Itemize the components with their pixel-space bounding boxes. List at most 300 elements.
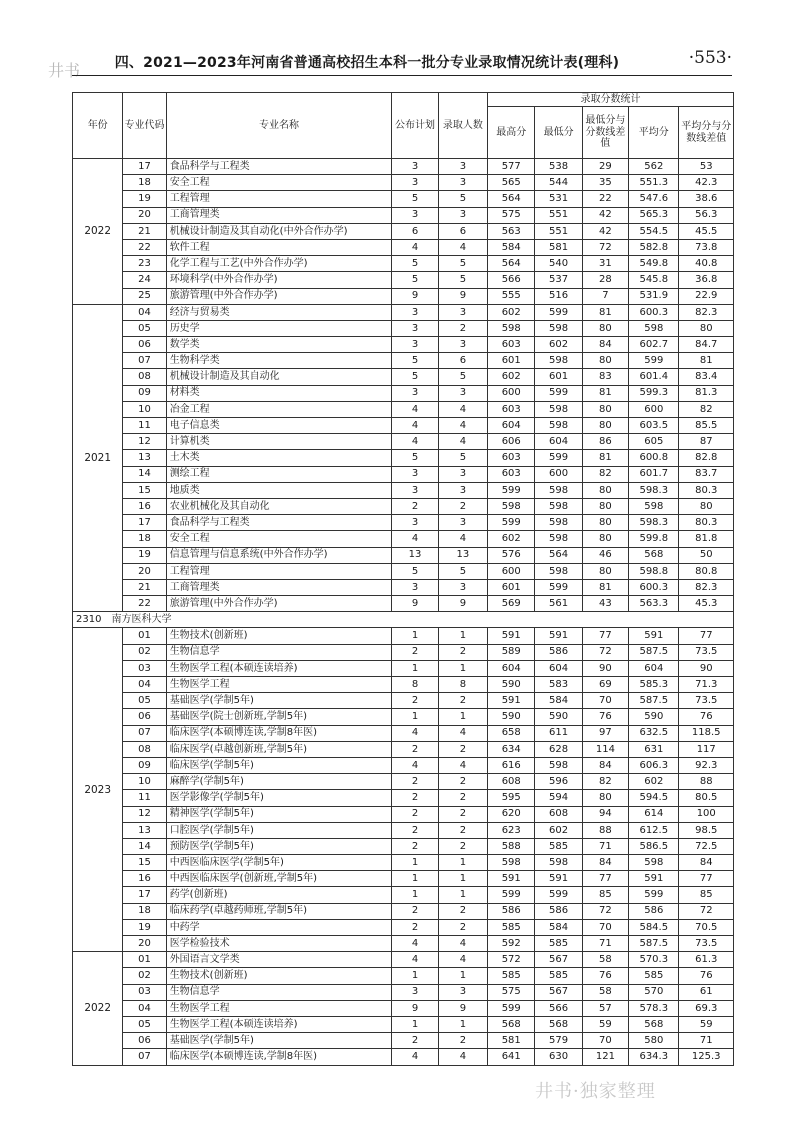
watermark-logo-top: 井书 xyxy=(48,61,81,80)
admitted-cell: 5 xyxy=(438,369,487,385)
table-row xyxy=(73,223,734,239)
admitted-cell: 3 xyxy=(438,159,487,175)
name-cell: 测绘工程 xyxy=(166,466,392,482)
avg-cell: 598 xyxy=(629,855,679,871)
name-cell: 生物信息学 xyxy=(166,644,392,660)
name-cell: 食品科学与工程类 xyxy=(166,159,392,175)
min-diff-cell: 121 xyxy=(582,1049,628,1065)
max-cell: 599 xyxy=(488,482,535,498)
plan-cell: 4 xyxy=(392,1049,438,1065)
admitted-cell: 8 xyxy=(438,677,487,693)
avg-cell: 606.3 xyxy=(629,757,679,773)
admitted-cell: 1 xyxy=(438,855,487,871)
avg-diff-cell: 87 xyxy=(679,434,734,450)
min-diff-cell: 114 xyxy=(582,741,628,757)
table-row xyxy=(73,563,734,579)
plan-cell: 1 xyxy=(392,709,438,725)
avg-cell: 598 xyxy=(629,320,679,336)
table-row xyxy=(73,741,734,757)
name-cell: 基础医学(院士创新班,学制5年) xyxy=(166,709,392,725)
admitted-cell: 2 xyxy=(438,693,487,709)
name-cell: 食品科学与工程类 xyxy=(166,515,392,531)
max-cell: 603 xyxy=(488,450,535,466)
min-diff-cell: 84 xyxy=(582,855,628,871)
plan-cell: 9 xyxy=(392,1000,438,1016)
min-diff-cell: 86 xyxy=(582,434,628,450)
code-cell: 20 xyxy=(123,207,166,223)
plan-cell: 4 xyxy=(392,757,438,773)
plan-cell: 2 xyxy=(392,1033,438,1049)
min-cell: 551 xyxy=(535,207,582,223)
header-avg: 平均分 xyxy=(629,107,679,159)
plan-cell: 2 xyxy=(392,774,438,790)
name-cell: 麻醉学(学制5年) xyxy=(166,774,392,790)
min-cell: 585 xyxy=(535,968,582,984)
min-cell: 602 xyxy=(535,337,582,353)
min-diff-cell: 80 xyxy=(582,790,628,806)
code-cell: 20 xyxy=(123,563,166,579)
year-cell: 2023 xyxy=(73,628,123,952)
min-diff-cell: 80 xyxy=(582,563,628,579)
admitted-cell: 5 xyxy=(438,191,487,207)
max-cell: 598 xyxy=(488,855,535,871)
plan-cell: 5 xyxy=(392,450,438,466)
avg-cell: 598.3 xyxy=(629,515,679,531)
plan-cell: 1 xyxy=(392,968,438,984)
min-cell: 544 xyxy=(535,175,582,191)
avg-diff-cell: 118.5 xyxy=(679,725,734,741)
min-cell: 591 xyxy=(535,871,582,887)
min-cell: 628 xyxy=(535,741,582,757)
code-cell: 12 xyxy=(123,434,166,450)
plan-cell: 1 xyxy=(392,660,438,676)
admitted-cell: 5 xyxy=(438,450,487,466)
code-cell: 05 xyxy=(123,693,166,709)
avg-cell: 603.5 xyxy=(629,418,679,434)
avg-diff-cell: 73.8 xyxy=(679,239,734,255)
min-cell: 598 xyxy=(535,531,582,547)
table-row xyxy=(73,806,734,822)
max-cell: 602 xyxy=(488,304,535,320)
max-cell: 608 xyxy=(488,774,535,790)
name-cell: 计算机类 xyxy=(166,434,392,450)
max-cell: 595 xyxy=(488,790,535,806)
max-cell: 591 xyxy=(488,871,535,887)
plan-cell: 4 xyxy=(392,952,438,968)
max-cell: 555 xyxy=(488,288,535,304)
table-row xyxy=(73,531,734,547)
code-cell: 04 xyxy=(123,304,166,320)
code-cell: 20 xyxy=(123,936,166,952)
code-cell: 05 xyxy=(123,320,166,336)
avg-cell: 578.3 xyxy=(629,1000,679,1016)
plan-cell: 3 xyxy=(392,984,438,1000)
name-cell: 生物技术(创新班) xyxy=(166,968,392,984)
min-cell: 599 xyxy=(535,304,582,320)
name-cell: 药学(创新班) xyxy=(166,887,392,903)
max-cell: 600 xyxy=(488,385,535,401)
name-cell: 中西医临床医学(创新班,学制5年) xyxy=(166,871,392,887)
table-row xyxy=(73,984,734,1000)
max-cell: 602 xyxy=(488,531,535,547)
max-cell: 589 xyxy=(488,644,535,660)
name-cell: 软件工程 xyxy=(166,239,392,255)
min-diff-cell: 72 xyxy=(582,644,628,660)
avg-diff-cell: 71 xyxy=(679,1033,734,1049)
min-diff-cell: 81 xyxy=(582,450,628,466)
plan-cell: 2 xyxy=(392,919,438,935)
max-cell: 603 xyxy=(488,466,535,482)
admitted-cell: 6 xyxy=(438,223,487,239)
plan-cell: 1 xyxy=(392,1016,438,1032)
code-cell: 24 xyxy=(123,272,166,288)
admitted-cell: 5 xyxy=(438,272,487,288)
avg-cell: 601.4 xyxy=(629,369,679,385)
min-diff-cell: 80 xyxy=(582,320,628,336)
code-cell: 22 xyxy=(123,596,166,612)
min-diff-cell: 77 xyxy=(582,871,628,887)
code-cell: 02 xyxy=(123,968,166,984)
admitted-cell: 3 xyxy=(438,515,487,531)
max-cell: 585 xyxy=(488,968,535,984)
min-cell: 602 xyxy=(535,822,582,838)
table-row xyxy=(73,790,734,806)
table-row xyxy=(73,838,734,854)
avg-diff-cell: 73.5 xyxy=(679,644,734,660)
admitted-cell: 2 xyxy=(438,774,487,790)
table-row xyxy=(73,1049,734,1065)
plan-cell: 3 xyxy=(392,579,438,595)
table-row xyxy=(73,515,734,531)
table-row xyxy=(73,693,734,709)
table-row xyxy=(73,919,734,935)
table-row xyxy=(73,936,734,952)
avg-diff-cell: 59 xyxy=(679,1016,734,1032)
min-cell: 598 xyxy=(535,563,582,579)
plan-cell: 2 xyxy=(392,790,438,806)
avg-diff-cell: 61 xyxy=(679,984,734,1000)
plan-cell: 5 xyxy=(392,353,438,369)
name-cell: 历史学 xyxy=(166,320,392,336)
min-diff-cell: 46 xyxy=(582,547,628,563)
min-diff-cell: 59 xyxy=(582,1016,628,1032)
avg-cell: 599.8 xyxy=(629,531,679,547)
table-row xyxy=(73,757,734,773)
table-row xyxy=(73,207,734,223)
code-cell: 05 xyxy=(123,1016,166,1032)
max-cell: 598 xyxy=(488,498,535,514)
min-diff-cell: 82 xyxy=(582,466,628,482)
max-cell: 620 xyxy=(488,806,535,822)
plan-cell: 2 xyxy=(392,838,438,854)
min-cell: 540 xyxy=(535,256,582,272)
max-cell: 586 xyxy=(488,903,535,919)
avg-diff-cell: 82.3 xyxy=(679,304,734,320)
avg-diff-cell: 81.8 xyxy=(679,531,734,547)
plan-cell: 2 xyxy=(392,498,438,514)
admitted-cell: 2 xyxy=(438,822,487,838)
min-diff-cell: 80 xyxy=(582,531,628,547)
admitted-cell: 4 xyxy=(438,725,487,741)
avg-cell: 600.3 xyxy=(629,304,679,320)
max-cell: 599 xyxy=(488,887,535,903)
table-row xyxy=(73,498,734,514)
min-cell: 590 xyxy=(535,709,582,725)
max-cell: 600 xyxy=(488,563,535,579)
min-cell: 585 xyxy=(535,838,582,854)
year-cell: 2022 xyxy=(73,952,123,1065)
plan-cell: 4 xyxy=(392,725,438,741)
admitted-cell: 4 xyxy=(438,757,487,773)
admitted-cell: 2 xyxy=(438,790,487,806)
max-cell: 601 xyxy=(488,353,535,369)
admitted-cell: 4 xyxy=(438,531,487,547)
plan-cell: 3 xyxy=(392,207,438,223)
table-row xyxy=(73,418,734,434)
avg-diff-cell: 53 xyxy=(679,159,734,175)
plan-cell: 2 xyxy=(392,806,438,822)
avg-diff-cell: 80.3 xyxy=(679,482,734,498)
avg-diff-cell: 82.3 xyxy=(679,579,734,595)
header-rule xyxy=(72,75,732,76)
name-cell: 基础医学(学制5年) xyxy=(166,1033,392,1049)
admitted-cell: 1 xyxy=(438,1016,487,1032)
header-max: 最高分 xyxy=(488,107,535,159)
max-cell: 592 xyxy=(488,936,535,952)
avg-diff-cell: 90 xyxy=(679,660,734,676)
plan-cell: 3 xyxy=(392,175,438,191)
code-cell: 02 xyxy=(123,644,166,660)
min-cell: 579 xyxy=(535,1033,582,1049)
code-cell: 06 xyxy=(123,1033,166,1049)
avg-cell: 591 xyxy=(629,628,679,644)
code-cell: 14 xyxy=(123,838,166,854)
table-row xyxy=(73,547,734,563)
min-diff-cell: 71 xyxy=(582,936,628,952)
admitted-cell: 4 xyxy=(438,401,487,417)
name-cell: 工程管理 xyxy=(166,563,392,579)
name-cell: 精神医学(学制5年) xyxy=(166,806,392,822)
avg-cell: 598 xyxy=(629,498,679,514)
min-cell: 599 xyxy=(535,450,582,466)
min-cell: 598 xyxy=(535,418,582,434)
plan-cell: 5 xyxy=(392,191,438,207)
min-diff-cell: 81 xyxy=(582,579,628,595)
plan-cell: 2 xyxy=(392,741,438,757)
min-diff-cell: 77 xyxy=(582,628,628,644)
avg-diff-cell: 125.3 xyxy=(679,1049,734,1065)
max-cell: 634 xyxy=(488,741,535,757)
min-cell: 598 xyxy=(535,498,582,514)
code-cell: 19 xyxy=(123,191,166,207)
name-cell: 旅游管理(中外合作办学) xyxy=(166,596,392,612)
name-cell: 安全工程 xyxy=(166,175,392,191)
avg-diff-cell: 45.3 xyxy=(679,596,734,612)
avg-cell: 565.3 xyxy=(629,207,679,223)
table-row xyxy=(73,320,734,336)
code-cell: 09 xyxy=(123,757,166,773)
min-diff-cell: 31 xyxy=(582,256,628,272)
admitted-cell: 2 xyxy=(438,1033,487,1049)
plan-cell: 3 xyxy=(392,466,438,482)
admission-stats-table xyxy=(72,92,734,1066)
avg-cell: 632.5 xyxy=(629,725,679,741)
min-diff-cell: 80 xyxy=(582,482,628,498)
name-cell: 工商管理类 xyxy=(166,207,392,223)
min-diff-cell: 72 xyxy=(582,903,628,919)
code-cell: 11 xyxy=(123,418,166,434)
table-row xyxy=(73,677,734,693)
name-cell: 生物医学工程 xyxy=(166,677,392,693)
avg-cell: 599 xyxy=(629,353,679,369)
avg-diff-cell: 88 xyxy=(679,774,734,790)
max-cell: 602 xyxy=(488,369,535,385)
avg-diff-cell: 71.3 xyxy=(679,677,734,693)
code-cell: 19 xyxy=(123,547,166,563)
min-cell: 561 xyxy=(535,596,582,612)
max-cell: 577 xyxy=(488,159,535,175)
avg-cell: 547.6 xyxy=(629,191,679,207)
avg-diff-cell: 80 xyxy=(679,498,734,514)
table-row xyxy=(73,175,734,191)
max-cell: 565 xyxy=(488,175,535,191)
min-cell: 551 xyxy=(535,223,582,239)
avg-cell: 591 xyxy=(629,871,679,887)
min-cell: 600 xyxy=(535,466,582,482)
min-cell: 586 xyxy=(535,903,582,919)
name-cell: 工程管理 xyxy=(166,191,392,207)
min-diff-cell: 82 xyxy=(582,774,628,790)
avg-diff-cell: 22.9 xyxy=(679,288,734,304)
name-cell: 工商管理类 xyxy=(166,579,392,595)
avg-diff-cell: 73.5 xyxy=(679,693,734,709)
avg-diff-cell: 83.4 xyxy=(679,369,734,385)
min-diff-cell: 83 xyxy=(582,369,628,385)
min-cell: 599 xyxy=(535,579,582,595)
min-diff-cell: 85 xyxy=(582,887,628,903)
admitted-cell: 1 xyxy=(438,871,487,887)
admitted-cell: 2 xyxy=(438,741,487,757)
max-cell: 581 xyxy=(488,1033,535,1049)
name-cell: 环境科学(中外合作办学) xyxy=(166,272,392,288)
avg-cell: 598.3 xyxy=(629,482,679,498)
avg-diff-cell: 85.5 xyxy=(679,418,734,434)
name-cell: 基础医学(学制5年) xyxy=(166,693,392,709)
plan-cell: 4 xyxy=(392,418,438,434)
name-cell: 生物医学工程(本硕连读培养) xyxy=(166,660,392,676)
max-cell: 591 xyxy=(488,693,535,709)
min-cell: 586 xyxy=(535,644,582,660)
min-diff-cell: 57 xyxy=(582,1000,628,1016)
table-row xyxy=(73,434,734,450)
code-cell: 25 xyxy=(123,288,166,304)
min-cell: 598 xyxy=(535,353,582,369)
min-cell: 568 xyxy=(535,1016,582,1032)
plan-cell: 4 xyxy=(392,936,438,952)
avg-cell: 634.3 xyxy=(629,1049,679,1065)
code-cell: 04 xyxy=(123,677,166,693)
name-cell: 机械设计制造及其自动化(中外合作办学) xyxy=(166,223,392,239)
min-diff-cell: 90 xyxy=(582,660,628,676)
admitted-cell: 4 xyxy=(438,952,487,968)
min-diff-cell: 29 xyxy=(582,159,628,175)
max-cell: 564 xyxy=(488,256,535,272)
table-row xyxy=(73,871,734,887)
admitted-cell: 4 xyxy=(438,434,487,450)
avg-cell: 570 xyxy=(629,984,679,1000)
min-cell: 598 xyxy=(535,515,582,531)
min-diff-cell: 58 xyxy=(582,952,628,968)
max-cell: 601 xyxy=(488,579,535,595)
avg-diff-cell: 73.5 xyxy=(679,936,734,952)
table-row xyxy=(73,660,734,676)
min-diff-cell: 43 xyxy=(582,596,628,612)
avg-cell: 600.3 xyxy=(629,579,679,595)
year-cell: 2022 xyxy=(73,159,123,305)
max-cell: 563 xyxy=(488,223,535,239)
avg-cell: 587.5 xyxy=(629,644,679,660)
plan-cell: 3 xyxy=(392,159,438,175)
min-diff-cell: 81 xyxy=(582,304,628,320)
avg-cell: 554.5 xyxy=(629,223,679,239)
plan-cell: 8 xyxy=(392,677,438,693)
avg-diff-cell: 80.8 xyxy=(679,563,734,579)
min-diff-cell: 80 xyxy=(582,401,628,417)
table-row xyxy=(73,822,734,838)
avg-cell: 586 xyxy=(629,903,679,919)
avg-cell: 586.5 xyxy=(629,838,679,854)
avg-diff-cell: 42.3 xyxy=(679,175,734,191)
max-cell: 623 xyxy=(488,822,535,838)
avg-diff-cell: 69.3 xyxy=(679,1000,734,1016)
table-row xyxy=(73,1033,734,1049)
plan-cell: 3 xyxy=(392,320,438,336)
plan-cell: 1 xyxy=(392,855,438,871)
max-cell: 599 xyxy=(488,1000,535,1016)
code-cell: 16 xyxy=(123,498,166,514)
name-cell: 中药学 xyxy=(166,919,392,935)
min-cell: 567 xyxy=(535,984,582,1000)
table-row xyxy=(73,353,734,369)
name-cell: 信息管理与信息系统(中外合作办学) xyxy=(166,547,392,563)
max-cell: 604 xyxy=(488,660,535,676)
code-cell: 07 xyxy=(123,353,166,369)
watermark-text-bottom: 井书·独家整理 xyxy=(535,1081,656,1102)
min-diff-cell: 88 xyxy=(582,822,628,838)
code-cell: 21 xyxy=(123,579,166,595)
admitted-cell: 2 xyxy=(438,498,487,514)
min-cell: 596 xyxy=(535,774,582,790)
min-cell: 537 xyxy=(535,272,582,288)
name-cell: 生物信息学 xyxy=(166,984,392,1000)
min-diff-cell: 42 xyxy=(582,207,628,223)
admitted-cell: 1 xyxy=(438,968,487,984)
name-cell: 化学工程与工艺(中外合作办学) xyxy=(166,256,392,272)
table-row xyxy=(73,466,734,482)
avg-cell: 563.3 xyxy=(629,596,679,612)
admitted-cell: 2 xyxy=(438,806,487,822)
avg-diff-cell: 40.8 xyxy=(679,256,734,272)
min-diff-cell: 35 xyxy=(582,175,628,191)
min-diff-cell: 80 xyxy=(582,498,628,514)
admitted-cell: 5 xyxy=(438,256,487,272)
min-diff-cell: 58 xyxy=(582,984,628,1000)
table-row xyxy=(73,952,734,968)
table-body xyxy=(73,159,734,1066)
admitted-cell: 2 xyxy=(438,644,487,660)
max-cell: 564 xyxy=(488,191,535,207)
avg-cell: 614 xyxy=(629,806,679,822)
